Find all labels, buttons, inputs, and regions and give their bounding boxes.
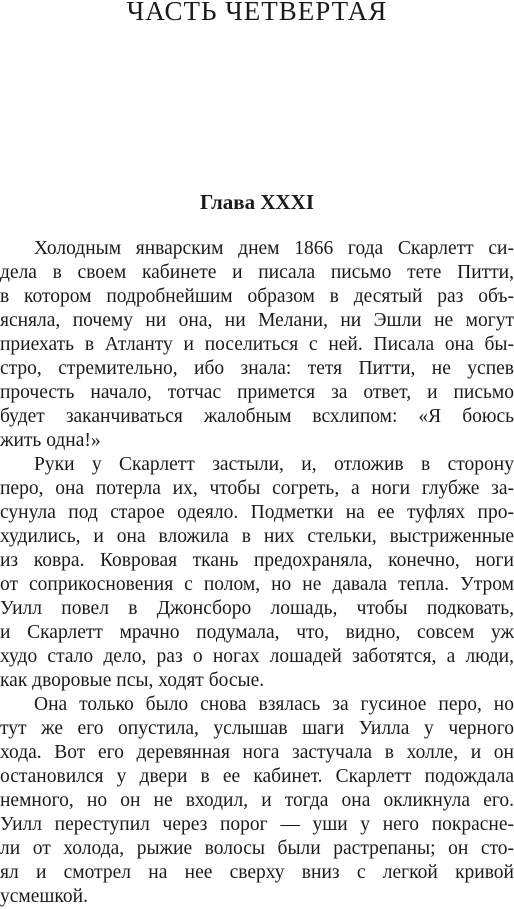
text-line: Холодным январским днем 1866 года Скарлетт си- xyxy=(34,238,514,259)
text-line: будет заканчиваться жалобным всхлипом: «Я боюсь xyxy=(0,406,514,427)
chapter-title: Глава XXXI xyxy=(199,190,315,214)
text-line: Уилл повел в Джонсборо лошадь, чтобы подковать, xyxy=(0,598,514,619)
text-line: жить одна!» xyxy=(0,430,101,451)
text-line: усмешкой. xyxy=(0,886,88,907)
paragraph xyxy=(0,693,514,909)
text-line: и Скарлетт мрачно подумала, что, видно, совсем уж xyxy=(0,622,514,643)
text-line: приехать в Атланту и поселиться с ней. Писала она бы- xyxy=(0,334,514,355)
paragraph xyxy=(0,453,514,693)
text-line: из ковра. Ковровая ткань предохраняла, конечно, ноги xyxy=(0,550,514,571)
part-title: ЧАСТЬ ЧЕТВЕРТАЯ xyxy=(126,0,388,26)
text-line: Уилл переступил через порог — уши у него покрасне- xyxy=(0,814,514,835)
text-line: Руки у Скарлетт застыли, и, отложив в сторону xyxy=(34,454,514,475)
text-line: перо, она потерла их, чтобы согреть, а ноги глубже за- xyxy=(0,478,514,499)
text-line: худо стало дело, раз о ногах лошадей заботятся, а люди, xyxy=(0,646,514,667)
text-line: немного, но он не входил, и тогда она окликнула его. xyxy=(0,790,514,811)
text-line: тут же его опустила, услышав шаги Уилла у черного xyxy=(0,718,514,739)
text-line: стро, стремительно, ибо знала: тетя Питти, не успев xyxy=(0,358,514,379)
text-line: как дворовые псы, ходят босые. xyxy=(0,670,265,691)
text-line: хода. Вот его деревянная нога застучала в холле, и он xyxy=(0,742,514,763)
text-line: ясняла, почему ни она, ни Мелани, ни Эшли не могут xyxy=(0,310,514,331)
text-line: ял и смотрел на нее сверху вниз с легкой кривой xyxy=(0,862,514,883)
text-line: сунула под старое одеяло. Подметки на ее туфлях про- xyxy=(0,502,514,523)
chapter-text xyxy=(0,237,514,909)
text-line: худились, и она вложила в них стельки, выстриженные xyxy=(0,526,514,547)
text-line: остановился у двери в ее кабинет. Скарлетт подождала xyxy=(0,766,514,787)
text-line: в котором подробнейшим образом в десятый раз объ- xyxy=(0,286,514,307)
paragraph xyxy=(0,237,514,453)
text-line: дела в своем кабинете и писала письмо тете Питти, xyxy=(0,262,514,283)
text-line: Она только было снова взялась за гусиное перо, но xyxy=(34,694,514,715)
text-line: прочесть начало, тотчас примется за ответ, и письмо xyxy=(0,382,514,403)
text-line: ли от холода, рыжие волосы были растрепаны; он сто- xyxy=(0,838,514,859)
text-line: от соприкосновения с полом, но не давала тепла. Утром xyxy=(0,574,514,595)
